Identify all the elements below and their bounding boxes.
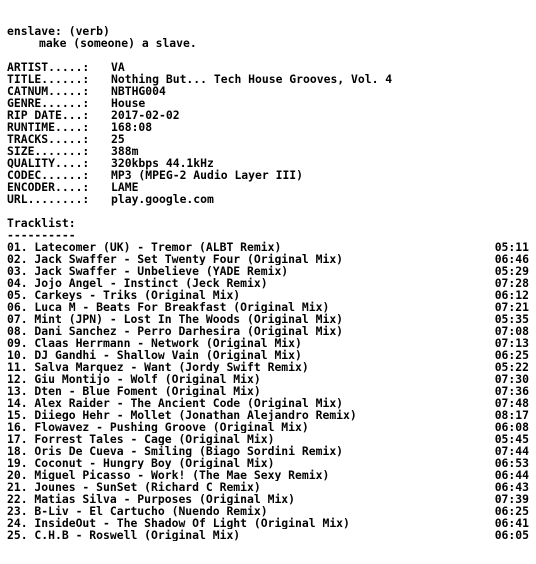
track-title: 18. Oris De Cueva - Smiling (Biago Sordini Remix) (7, 445, 344, 457)
track-title: 14. Alex Raider - The Ancient Code (Original Mix) (7, 397, 344, 409)
track-row (7, 373, 529, 385)
track-row (7, 397, 529, 409)
track-title: 21. Jounes - SunSet (Richard C Remix) (7, 481, 261, 493)
track-row (7, 265, 529, 277)
track-row (7, 529, 529, 541)
track-row (7, 457, 529, 469)
metadata-key: TRACKS.....: (7, 132, 90, 146)
track-row (7, 361, 529, 373)
track-duration: 06:08 (494, 420, 529, 434)
track-row (7, 325, 529, 337)
track-duration: 07:28 (494, 276, 529, 290)
metadata-field (7, 193, 529, 205)
metadata-value: 320kbps 44.1kHz (111, 156, 214, 170)
track-title: 05. Carkeys - Triks (Original Mix) (7, 289, 241, 301)
track-title: 23. B-Liv - El Cartucho (Nuendo Remix) (7, 505, 268, 517)
track-row (7, 481, 529, 493)
track-row (7, 337, 529, 349)
track-title: 24. InsideOut - The Shadow Of Light (Original Mix) (7, 517, 350, 529)
track-row (7, 301, 529, 313)
track-title: 20. Miguel Picasso - Work! (The Mae Sexy Remix) (7, 469, 330, 481)
track-title: 25. C.H.B - Roswell (Original Mix) (7, 529, 241, 541)
track-duration: 06:12 (494, 288, 529, 302)
metadata-key: CATNUM.....: (7, 84, 90, 98)
track-duration: 06:05 (494, 528, 529, 542)
metadata-value: 2017-02-02 (111, 108, 180, 122)
tracklist-heading: Tracklist: (7, 216, 76, 230)
metadata-value: MP3 (MPEG-2 Audio Layer III) (111, 168, 304, 182)
track-title: 22. Matias Silva - Purposes (Original Mix) (7, 493, 296, 505)
track-duration: 05:45 (494, 432, 529, 446)
metadata-value: Nothing But... Tech House Grooves, Vol. 4 (111, 72, 393, 86)
track-title: 01. Latecomer (UK) - Tremor (ALBT Remix) (7, 241, 282, 253)
metadata-key: URL........: (7, 192, 90, 206)
definition-meaning: make (someone) a slave. (39, 36, 197, 50)
metadata-value: NBTHG004 (111, 84, 166, 98)
track-title: 06. Luca M - Beats For Breakfast (Original Mix) (7, 301, 330, 313)
track-duration: 06:25 (494, 504, 529, 518)
track-duration: 06:43 (494, 480, 529, 494)
track-duration: 07:36 (494, 384, 529, 398)
metadata-key: QUALITY....: (7, 156, 90, 170)
metadata-value: play.google.com (111, 192, 214, 206)
nfo-document (7, 25, 529, 541)
track-duration: 06:53 (494, 456, 529, 470)
tracklist-underline: ---------- (7, 228, 76, 242)
track-duration: 05:29 (494, 264, 529, 278)
track-row (7, 253, 529, 265)
track-duration: 07:39 (494, 492, 529, 506)
metadata-value: House (111, 96, 146, 110)
track-row (7, 313, 529, 325)
track-duration: 06:41 (494, 516, 529, 530)
track-duration: 07:30 (494, 372, 529, 386)
track-title: 07. Mint (JPN) - Lost In The Woods (Original Mix) (7, 313, 344, 325)
metadata-key: GENRE......: (7, 96, 90, 110)
metadata-key: TITLE......: (7, 72, 90, 86)
metadata-key: RIP DATE...: (7, 108, 90, 122)
metadata-key: RUNTIME....: (7, 120, 90, 134)
track-row (7, 421, 529, 433)
definition-word: enslave: (verb) (7, 24, 110, 38)
metadata-key: CODEC......: (7, 168, 90, 182)
metadata-value: LAME (111, 180, 139, 194)
release-metadata (7, 61, 529, 205)
track-duration: 08:17 (494, 408, 529, 422)
track-duration: 07:48 (494, 396, 529, 410)
track-row (7, 517, 529, 529)
track-title: 02. Jack Swaffer - Set Twenty Four (Original Mix) (7, 253, 344, 265)
track-row (7, 289, 529, 301)
track-title: 16. Flowavez - Pushing Groove (Original Mix) (7, 421, 309, 433)
track-title: 13. Dten - Blue Foment (Original Mix) (7, 385, 261, 397)
track-duration: 07:44 (494, 444, 529, 458)
track-duration: 05:22 (494, 360, 529, 374)
track-title: 11. Salva Marquez - Want (Jordy Swift Remix) (7, 361, 309, 373)
track-duration: 06:25 (494, 348, 529, 362)
track-duration: 07:08 (494, 324, 529, 338)
track-duration: 05:35 (494, 312, 529, 326)
track-duration: 07:21 (494, 300, 529, 314)
track-title: 09. Claas Herrmann - Network (Original Mix) (7, 337, 302, 349)
track-row (7, 349, 529, 361)
track-row (7, 445, 529, 457)
metadata-value: 388m (111, 144, 139, 158)
track-title: 08. Dani Sanchez - Perro Darhesira (Original Mix) (7, 325, 344, 337)
metadata-value: 25 (111, 132, 125, 146)
metadata-key: ENCODER....: (7, 180, 90, 194)
track-title: 10. DJ Gandhi - Shallow Vain (Original Mix) (7, 349, 302, 361)
track-title: 15. Diiego Hehr - Mollet (Jonathan Alejandro Remix) (7, 409, 357, 421)
metadata-key: SIZE.......: (7, 144, 90, 158)
track-title: 03. Jack Swaffer - Unbelieve (YADE Remix) (7, 265, 289, 277)
track-duration: 06:46 (494, 252, 529, 266)
track-row (7, 469, 529, 481)
track-duration: 07:13 (494, 336, 529, 350)
track-row (7, 385, 529, 397)
track-row (7, 241, 529, 253)
track-row (7, 409, 529, 421)
metadata-value: 168:08 (111, 120, 153, 134)
metadata-value: VA (111, 60, 125, 74)
metadata-key: ARTIST.....: (7, 60, 90, 74)
track-title: 19. Coconut - Hungry Boy (Original Mix) (7, 457, 275, 469)
track-duration: 05:11 (494, 240, 529, 254)
track-row (7, 433, 529, 445)
track-row (7, 277, 529, 289)
track-title: 17. Forrest Tales - Cage (Original Mix) (7, 433, 275, 445)
tracklist (7, 241, 529, 541)
spacer (7, 205, 529, 217)
track-title: 12. Giu Montijo - Wolf (Original Mix) (7, 373, 261, 385)
track-row (7, 493, 529, 505)
track-title: 04. Jojo Angel - Instinct (Jeck Remix) (7, 277, 268, 289)
track-duration: 06:44 (494, 468, 529, 482)
track-row (7, 505, 529, 517)
